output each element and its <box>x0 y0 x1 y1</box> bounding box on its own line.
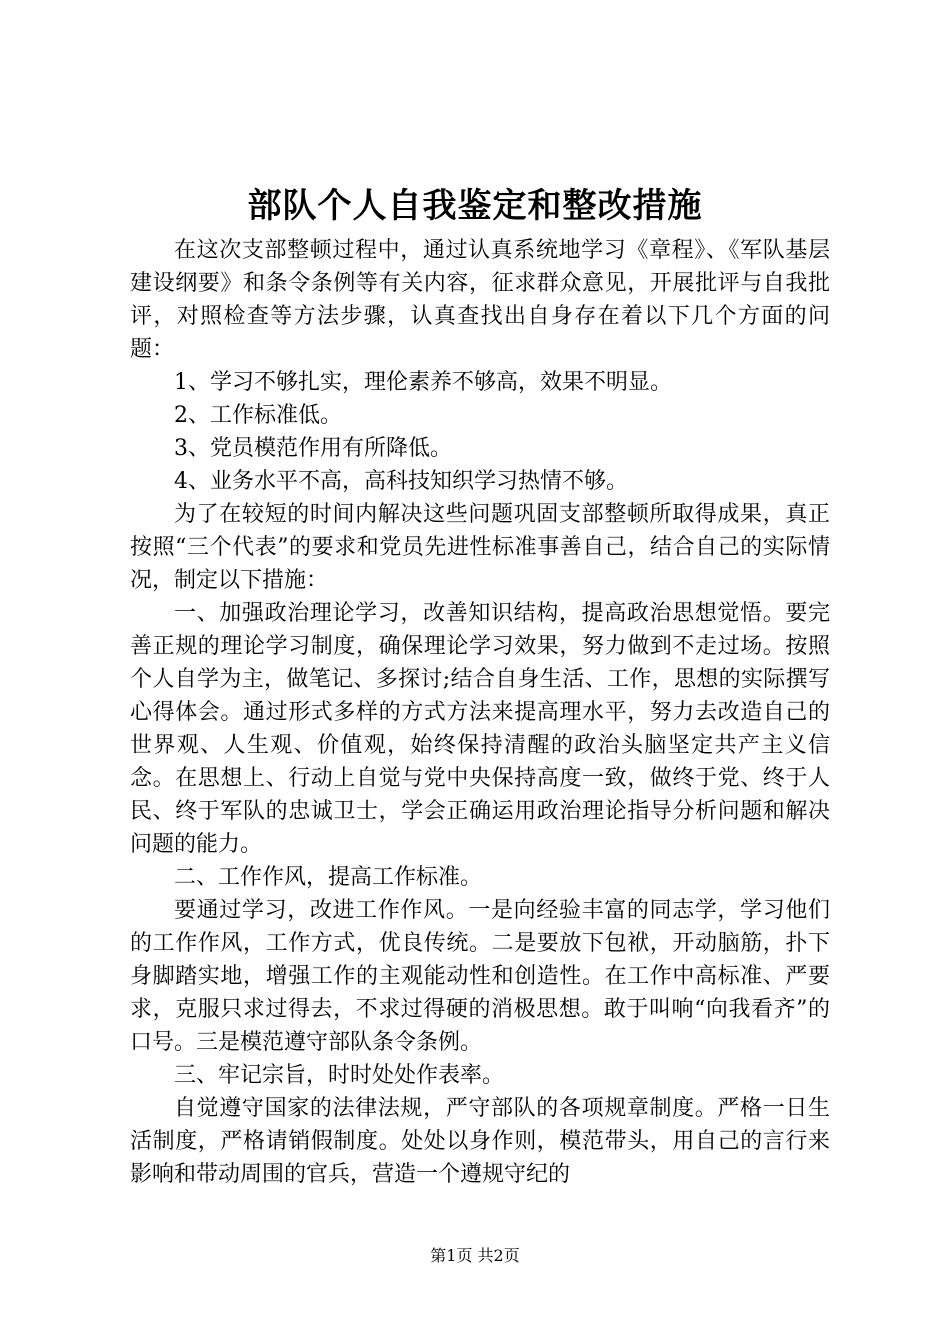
paragraph-measure-2: 要通过学习，改进工作作风。一是向经验丰富的同志学，学习他们的工作作风，工作方式，优良传统。二是要放下包袱，开动脑筋，扑下身脚踏实地，增强工作的主观能动性和创造性。在工作中高标准、严要求，克服只求过得去，不求过得硬的消极思想。敢于叫响“向我看齐”的口号。三是模范遵守部队条令条例。 <box>130 898 830 1055</box>
heading-measure-3: 三、牢记宗旨，时时处处作表率。 <box>174 1063 505 1088</box>
paragraph-measure-1: 一、加强政治理论学习，改善知识结构，提高政治思想觉悟。要完善正规的理论学习制度，确保理论学习效果，努力做到不走过场。按照个人自学为主，做笔记、多探讨;结合自身生活、工作，思想的实际撰写心得体会。通过形式多样的方式方法来提高理水平，努力去改造自己的世界观、人生观、价值观，始终保持清醒的政治头脑坚定共产主义信念。在思想上、行动上自觉与党中央保持高度一致，做终于党、终于人民、终于军队的忠诚卫士，学会正确运用政治理论指导分析问题和解决问题的能力。 <box>130 601 830 857</box>
paragraph-problem-1: 1、学习不够扎实，理伦素养不够高，效果不明显。 <box>174 370 672 395</box>
document-body <box>130 234 830 1191</box>
heading-measure-2: 二、工作作风，提高工作标准。 <box>174 865 483 890</box>
paragraph-measure-3: 自觉遵守国家的法律法规，严守部队的各项规章制度。严格一日生活制度，严格请销假制度。处处以身作则，模范带头，用自己的言行来影响和带动周围的官兵，营造一个遵规守纪的 <box>130 1096 830 1187</box>
paragraph-measures-intro: 为了在较短的时间内解决这些问题巩固支部整顿所取得成果，真正按照“三个代表”的要求和党员先进性标准事善自己，结合自己的实际情况，制定以下措施： <box>130 502 830 593</box>
paragraph-problem-3: 3、党员模范作用有所降低。 <box>174 436 452 461</box>
document-title: 部队个人自我鉴定和整改措施 <box>247 186 703 226</box>
paragraph-problem-2: 2、工作标准低。 <box>174 403 342 428</box>
paragraph-problem-4: 4、业务水平不高，高科技知织学习热情不够。 <box>174 469 628 494</box>
paragraph-intro: 在这次支部整顿过程中，通过认真系统地学习《章程》、《军队基层建设纲要》和条令条例等有关内容，征求群众意见，开展批评与自我批评，对照检查等方法步骤，认真查找出自身存在着以下几个方面的问题： <box>130 238 830 362</box>
page-footer: 第1页 共2页 <box>430 1246 520 1265</box>
